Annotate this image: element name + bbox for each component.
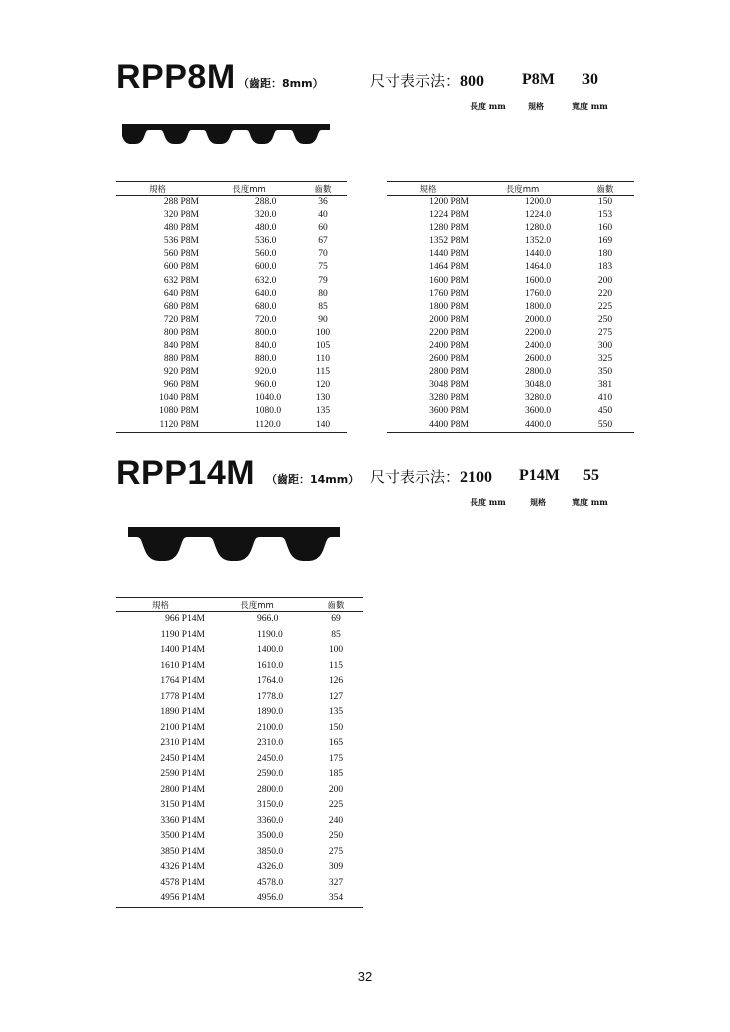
p14m-cell-length: 1764.0 [257,676,284,686]
p14m-cell-spec: 1400 P14M [160,645,205,655]
p8m-right-cell-length: 2400.0 [525,340,552,351]
rpp14m-notation-label: 尺寸表示法： [370,468,461,486]
p8m-right-cell-length: 1280.0 [525,223,552,234]
table-row [387,222,634,235]
p8m-left-cell-spec: 632 P8M [163,275,199,286]
p8m-right-cell-teeth: 183 [597,262,613,273]
table-row [116,767,363,783]
p14m-cell-teeth: 135 [328,707,344,717]
p14m-cell-teeth: 127 [328,691,344,702]
p8m-left-cell-spec: 960 P8M [163,380,199,391]
p8m-left-cell-spec: 720 P8M [163,314,199,325]
p14m-cell-length: 1190.0 [257,629,283,640]
p14m-header-teeth: 齒數 [309,598,363,612]
table-row [116,301,347,314]
table-row [116,405,347,418]
p8m-right-cell-spec: 2200 P8M [429,327,469,338]
table-row [116,392,347,405]
rpp14m-example-width: 55 [583,467,599,484]
table-row [387,353,634,366]
p8m-left-cell-length: 632.0 [255,275,277,286]
p8m-left-cell-length: 800.0 [255,327,277,338]
rpp8m-example-spec-wrap [522,70,555,89]
p8m-right-cell-teeth: 450 [597,406,613,417]
p8m-left-cell-spec: 1120 P8M [116,419,199,433]
table-row [387,314,634,327]
p14m-cell-teeth: 175 [328,753,344,764]
rpp14m-legend-width: 寬度 mm [572,497,608,507]
p8m-right-cell-length: 1200.0 [525,197,552,207]
p8m-right-cell-length: 1440.0 [525,249,552,260]
p14m-cell-spec: 3500 P14M [160,831,205,841]
table-row [387,196,634,210]
p8m-left-cell-spec: 680 P8M [163,301,199,312]
rpp14m-example-length: 2100 [460,469,493,486]
p8m-belt-profile-icon [122,124,332,152]
p14m-cell-length: 2590.0 [257,769,284,779]
p14m-cell-teeth: 100 [328,645,344,655]
p8m-table-left [116,181,347,433]
p8m-right-header-length: 長度mm [469,182,576,196]
table-row [116,248,347,261]
p14m-cell-spec: 2310 P14M [160,738,205,748]
p14m-cell-spec: 4578 P14M [160,877,205,888]
rpp8m-legend-width: 寬度 mm [572,101,608,111]
p8m-right-cell-spec: 1440 P8M [429,249,469,260]
p8m-left-cell-teeth: 115 [316,367,330,378]
p14m-cell-length: 3150.0 [257,800,284,810]
table-row [116,327,347,340]
p14m-cell-length: 2800.0 [257,784,284,795]
rpp8m-legend-length: 長度 mm [470,101,506,111]
p14m-cell-length: 1610.0 [257,660,284,671]
p8m-right-cell-spec: 1800 P8M [429,301,469,312]
p8m-right-cell-length: 2000.0 [525,314,552,325]
table-row [387,405,634,418]
p8m-right-cell-spec: 3280 P8M [429,393,469,404]
table-row [116,829,363,845]
p8m-left-cell-length: 680.0 [255,301,277,312]
rpp8m-example-length: 800 [460,73,485,90]
table-row [116,798,363,814]
table-row [116,222,347,235]
p8m-left-cell-spec: 560 P8M [163,249,199,260]
p14m-cell-length: 1778.0 [257,691,284,702]
rpp14m-example-spec-wrap [519,466,560,485]
table-row [116,379,347,392]
p8m-left-cell-spec: 600 P8M [163,262,199,273]
p14m-cell-spec: 2800 P14M [160,784,205,795]
table-row [116,783,363,799]
p8m-right-cell-teeth: 410 [597,393,613,404]
table-row [116,891,363,907]
p14m-cell-length: 3360.0 [257,815,284,826]
p8m-left-cell-spec: 480 P8M [163,223,199,234]
table-row [116,845,363,861]
table-row [116,209,347,222]
page-number: 32 [357,969,373,984]
table-row [116,659,363,675]
rpp8m-notation [370,70,484,91]
table-row [116,366,347,379]
table-row [116,736,363,752]
p14m-cell-spec: 1764 P14M [160,676,205,686]
p8m-right-cell-teeth: 350 [597,367,613,378]
table-row [387,327,634,340]
table-row [116,752,363,768]
p8m-right-cell-spec: 1280 P8M [429,223,469,234]
p8m-left-cell-teeth: 105 [315,340,331,351]
p14m-cell-spec: 2590 P14M [160,769,205,779]
p8m-left-cell-teeth: 110 [316,354,330,365]
p8m-right-cell-spec: 1224 P8M [429,210,469,221]
p8m-left-cell-length: 288.0 [255,197,277,207]
rpp14m-legend-spec: 規格 [530,497,546,507]
table-row [387,419,634,433]
p14m-cell-teeth: 309 [328,862,344,872]
table-row [387,340,634,353]
p8m-right-cell-length: 2200.0 [525,327,552,338]
table-row [387,288,634,301]
p8m-left-cell-spec: 1080 P8M [159,406,199,417]
p14m-cell-length: 2100.0 [257,722,284,733]
table-row [116,353,347,366]
p8m-right-cell-length: 1224.0 [525,210,552,221]
p8m-right-cell-length: 1800.0 [525,301,552,312]
p8m-right-cell-length: 1464.0 [525,262,552,273]
p8m-left-cell-length: 1120.0 [199,419,299,433]
p14m-cell-spec: 3150 P14M [160,800,205,810]
rpp8m-notation-label: 尺寸表示法： [370,72,461,90]
p8m-left-cell-teeth: 40 [318,210,328,221]
table-row [116,288,347,301]
p8m-left-cell-length: 536.0 [255,236,277,247]
p8m-left-cell-length: 600.0 [255,262,277,273]
p8m-left-cell-length: 1080.0 [255,406,282,417]
p8m-right-cell-teeth: 300 [597,340,613,351]
p8m-right-cell-teeth: 275 [597,327,613,338]
p8m-left-cell-length: 480.0 [255,223,277,234]
table-row [116,876,363,892]
table-row [387,301,634,314]
p8m-right-cell-spec: 3600 P8M [429,406,469,417]
p14m-table [116,597,363,908]
p14m-cell-teeth: 275 [328,846,344,857]
p8m-right-cell-teeth: 180 [597,249,613,260]
p8m-left-header-teeth: 齒數 [299,182,347,196]
p8m-left-cell-teeth: 36 [318,197,328,207]
p14m-cell-spec: 1610 P14M [160,660,205,671]
p8m-left-cell-teeth: 120 [315,380,331,391]
p8m-right-cell-spec: 1760 P8M [429,288,469,299]
p14m-cell-teeth: 85 [331,629,341,640]
p14m-cell-spec: 1890 P14M [160,707,205,717]
p8m-left-cell-length: 560.0 [255,249,277,260]
table-row [387,274,634,287]
rpp8m-legend-spec: 規格 [528,101,544,111]
p8m-right-cell-teeth: 153 [597,210,613,221]
table-row [387,366,634,379]
p8m-right-cell-teeth: 381 [597,380,613,391]
rpp14m-title: RPP14M [116,454,256,492]
p8m-right-cell-teeth: 550 [576,419,634,433]
rpp8m-example-width: 30 [582,71,598,88]
p14m-cell-spec: 3360 P14M [160,815,205,826]
p14m-cell-spec: 2450 P14M [160,753,205,764]
p8m-right-cell-length: 1352.0 [525,236,552,247]
p14m-cell-spec: 1778 P14M [160,691,205,702]
p8m-right-cell-teeth: 225 [597,301,613,312]
p14m-cell-teeth: 115 [329,660,343,671]
table-row [387,248,634,261]
p14m-cell-spec: 966 P14M [165,614,205,624]
p14m-cell-teeth: 250 [328,831,344,841]
p8m-right-cell-spec: 2800 P8M [429,367,469,378]
table-row [116,196,347,210]
table-row [116,612,363,628]
p8m-left-cell-teeth: 80 [318,288,328,299]
p8m-right-cell-teeth: 220 [597,288,613,299]
p8m-left-cell-length: 720.0 [255,314,277,325]
p14m-cell-spec: 2100 P14M [160,722,205,733]
table-row [116,340,347,353]
p8m-right-cell-teeth: 200 [597,275,613,286]
p8m-left-cell-spec: 1040 P8M [159,393,199,404]
p8m-left-cell-length: 880.0 [255,354,277,365]
p8m-left-cell-length: 1040.0 [255,393,282,404]
p14m-cell-teeth: 354 [309,891,363,907]
p8m-right-cell-length: 3048.0 [525,380,552,391]
p14m-cell-length: 3500.0 [257,831,284,841]
p8m-right-cell-spec: 4400 P8M [387,419,469,433]
table-row [116,261,347,274]
p8m-right-cell-teeth: 169 [597,236,613,247]
p14m-cell-teeth: 126 [328,676,344,686]
p8m-right-cell-spec: 2000 P8M [429,314,469,325]
p8m-right-cell-length: 3280.0 [525,393,552,404]
p14m-cell-spec: 4326 P14M [160,862,205,872]
p8m-left-cell-teeth: 79 [318,275,328,286]
p8m-left-cell-teeth: 90 [318,314,328,325]
p8m-left-cell-spec: 800 P8M [163,327,199,338]
table-row [116,235,347,248]
p8m-right-cell-length: 4400.0 [469,419,576,433]
table-row [387,209,634,222]
p14m-cell-length: 4956.0 [205,891,309,907]
p14m-belt-profile-icon [128,527,342,565]
table-row [116,860,363,876]
table-row [387,379,634,392]
table-row [116,643,363,659]
p8m-right-cell-length: 3600.0 [525,406,552,417]
p14m-cell-length: 966.0 [257,614,279,624]
table-row [387,235,634,248]
p14m-cell-length: 4326.0 [257,862,284,872]
p14m-cell-teeth: 200 [328,784,344,795]
p8m-table-right [387,181,634,433]
p8m-right-cell-length: 2600.0 [525,354,552,365]
p8m-left-header-length: 長度mm [199,182,299,196]
rpp14m-example-width-wrap [583,466,599,485]
p8m-left-cell-length: 920.0 [255,367,277,378]
p8m-left-cell-teeth: 85 [318,301,328,312]
p8m-left-cell-spec: 640 P8M [163,288,199,299]
p8m-left-cell-spec: 840 P8M [163,340,199,351]
table-row [116,814,363,830]
rpp14m-notation [370,466,492,487]
p8m-left-cell-spec: 920 P8M [163,367,199,378]
p14m-cell-teeth: 225 [328,800,344,810]
p14m-cell-teeth: 165 [328,738,344,748]
p14m-header-spec: 規格 [116,598,205,612]
p14m-cell-spec: 4956 P14M [116,891,205,907]
p8m-left-cell-teeth: 60 [318,223,328,234]
p14m-cell-teeth: 185 [328,769,344,779]
table-row [116,419,347,433]
p8m-left-cell-length: 960.0 [255,380,277,391]
p14m-header-length: 長度mm [205,598,309,612]
p8m-left-cell-teeth: 130 [315,393,331,404]
p8m-right-cell-teeth: 150 [597,197,613,207]
table-row [116,274,347,287]
p8m-left-cell-teeth: 140 [299,419,347,433]
p14m-cell-length: 1890.0 [257,707,284,717]
p8m-right-cell-teeth: 250 [597,314,613,325]
p14m-cell-length: 1400.0 [257,645,284,655]
p8m-right-cell-spec: 2600 P8M [429,354,469,365]
p14m-cell-length: 4578.0 [257,877,284,888]
rpp14m-example-spec: P14M [519,467,560,484]
p8m-left-cell-teeth: 67 [318,236,328,247]
p8m-right-cell-spec: 1600 P8M [429,275,469,286]
p14m-cell-length: 2310.0 [257,738,284,748]
p8m-right-cell-teeth: 325 [597,354,613,365]
p8m-left-cell-length: 640.0 [255,288,277,299]
p8m-right-cell-length: 1600.0 [525,275,552,286]
rpp8m-example-width-wrap [582,70,598,89]
p8m-left-cell-spec: 880 P8M [163,354,199,365]
p14m-cell-teeth: 240 [328,815,344,826]
p8m-left-cell-spec: 320 P8M [163,210,199,221]
table-row [116,690,363,706]
p14m-cell-spec: 3850 P14M [160,846,205,857]
p14m-cell-spec: 1190 P14M [160,629,205,640]
table-row [116,628,363,644]
p14m-cell-length: 3850.0 [257,846,284,857]
rpp8m-example-spec: P8M [522,71,555,88]
p8m-left-cell-teeth: 100 [315,327,331,338]
p8m-left-cell-length: 840.0 [255,340,277,351]
p8m-right-cell-spec: 1200 P8M [429,197,469,207]
p8m-right-cell-spec: 2400 P8M [429,340,469,351]
p14m-cell-length: 2450.0 [257,753,284,764]
rpp8m-pitch: （齒距：8mm） [238,77,324,90]
p8m-left-cell-teeth: 75 [318,262,328,273]
rpp14m-pitch: （齒距：14mm） [266,473,360,486]
p8m-left-cell-spec: 288 P8M [163,197,199,207]
p8m-right-cell-length: 1760.0 [525,288,552,299]
p8m-left-cell-length: 320.0 [255,210,277,221]
p14m-cell-teeth: 327 [328,877,344,888]
p8m-right-cell-length: 2800.0 [525,367,552,378]
rpp8m-title: RPP8M [116,58,236,96]
table-row [116,721,363,737]
p8m-right-header-teeth: 齒數 [576,182,634,196]
rpp14m-legend-length: 長度 mm [470,497,506,507]
table-row [387,392,634,405]
table-row [116,674,363,690]
p8m-right-cell-spec: 3048 P8M [429,380,469,391]
p8m-left-cell-teeth: 70 [318,249,328,260]
table-row [387,261,634,274]
p8m-left-cell-spec: 536 P8M [163,236,199,247]
p8m-left-header-spec: 規格 [116,182,199,196]
p14m-cell-teeth: 69 [331,614,341,624]
table-row [116,705,363,721]
table-row [116,314,347,327]
p8m-right-cell-spec: 1352 P8M [429,236,469,247]
p8m-left-cell-teeth: 135 [315,406,331,417]
p8m-right-header-spec: 規格 [387,182,469,196]
p14m-cell-teeth: 150 [328,722,344,733]
p8m-right-cell-spec: 1464 P8M [429,262,469,273]
p8m-right-cell-teeth: 160 [597,223,613,234]
